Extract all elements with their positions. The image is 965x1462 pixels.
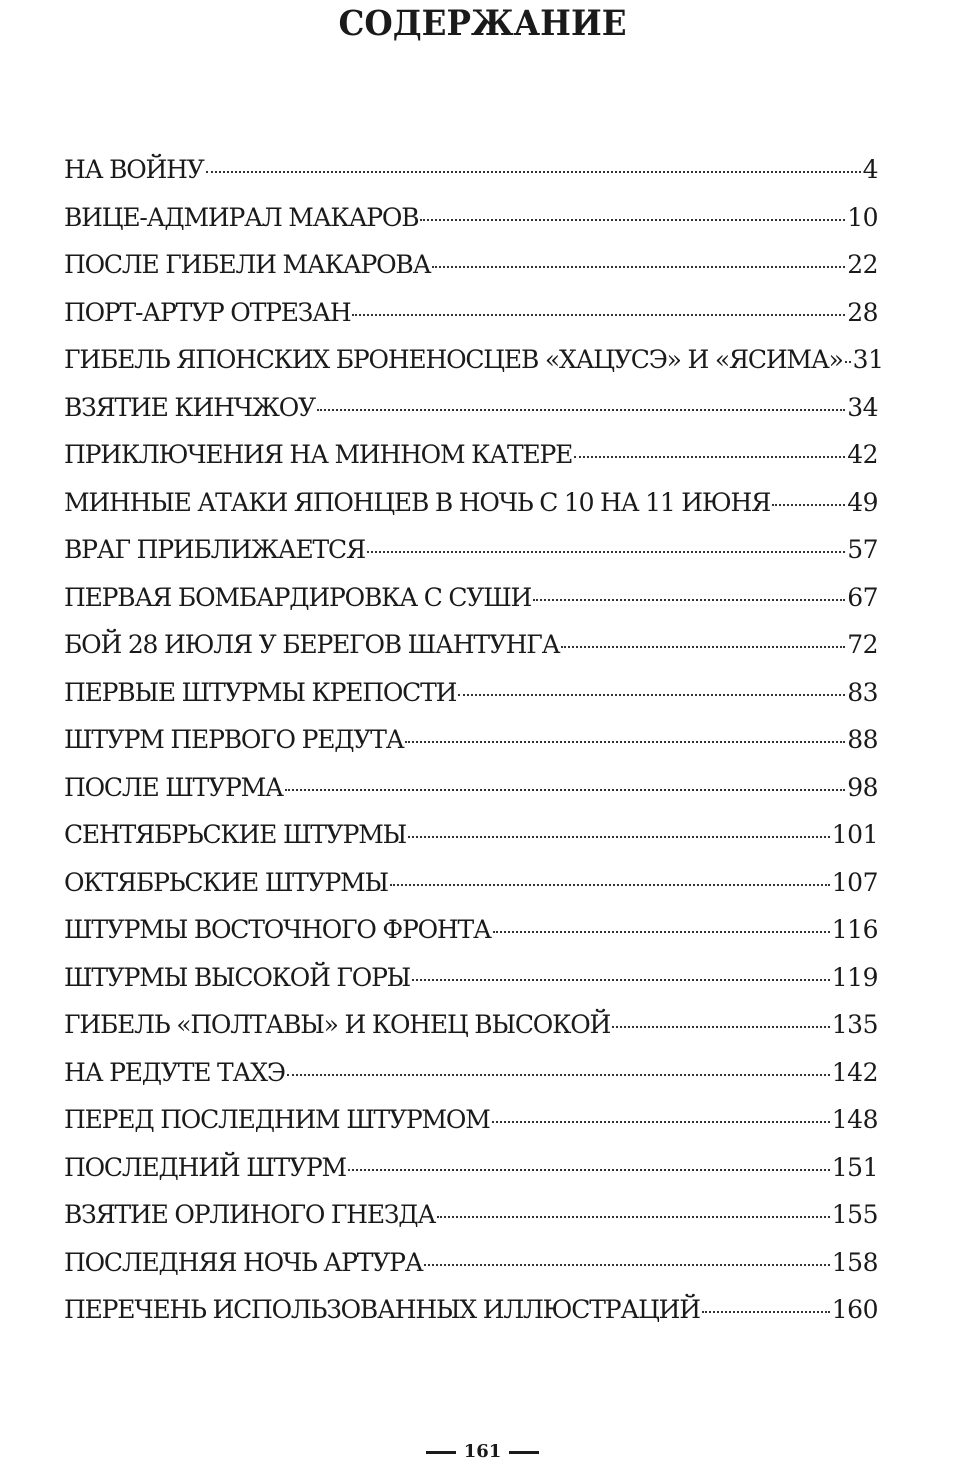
toc-entry-title: ПЕРВАЯ БОМБАРДИРОВКА С СУШИ [64,582,532,612]
toc-entry-page-number: 88 [847,725,878,754]
toc-dot-leader [845,353,851,363]
toc-entry[interactable] [64,1001,878,1049]
toc-entry[interactable] [64,289,878,337]
toc-dot-leader [493,923,830,933]
toc-entry-title: ПЕРВЫЕ ШТУРМЫ КРЕПОСТИ [64,677,457,707]
toc-entry[interactable] [64,336,884,384]
toc-entry-page-number: 28 [847,297,878,327]
toc-dot-leader [287,1066,830,1076]
toc-entry-title: ПОСЛЕ ГИБЕЛИ МАКАРОВА [64,250,431,279]
page-number: 161 [463,1441,502,1462]
toc-entry-title: НА ВОЙНУ [64,155,204,184]
toc-dot-leader [408,828,830,838]
toc-entry-title: БОЙ 28 ИЮЛЯ У БЕРЕГОВ ШАНТУНГА [64,630,560,659]
toc-entry[interactable] [64,954,878,1002]
toc-entry[interactable] [64,669,878,717]
toc-dot-leader [772,496,845,506]
toc-entry-title: ГИБЕЛЬ ЯПОНСКИХ БРОНЕНОСЦЕВ «ХАЦУСЭ» И «ЯСИМА» [64,345,843,374]
toc-entry-title: НА РЕДУТЕ ТАХЭ [64,1057,285,1087]
toc-dot-leader [492,1113,830,1123]
toc-dot-leader [702,1303,830,1313]
toc-dot-leader [352,306,845,316]
toc-entry-page-number: 148 [831,1105,878,1134]
toc-entry-page-number: 22 [847,250,878,279]
footer-dash-right [509,1451,539,1454]
toc-dot-leader [348,1161,830,1171]
toc-dot-leader [424,1256,829,1266]
toc-dot-leader [574,448,845,458]
toc-entry[interactable] [64,1049,878,1097]
toc-entry[interactable] [64,764,878,812]
toc-dot-leader [285,781,845,791]
toc-entry-title: ПЕРЕЧЕНЬ ИСПОЛЬЗОВАННЫХ ИЛЛЮСТРАЦИЙ [64,1295,700,1324]
toc-entry[interactable] [64,1239,878,1287]
toc-entry[interactable] [64,479,878,527]
toc-entry[interactable] [64,621,878,669]
toc-entry-title: ШТУРМЫ ВОСТОЧНОГО ФРОНТА [64,915,491,944]
toc-entry-page-number: 119 [831,962,878,992]
toc-dot-leader [317,401,845,411]
toc-entry-page-number: 151 [831,1152,878,1182]
toc-entry-title: ВРАГ ПРИБЛИЖАЕТСЯ [64,535,365,564]
toc-entry[interactable] [64,574,878,622]
toc-entry-page-number: 155 [831,1200,878,1229]
toc-entry-page-number: 42 [847,440,878,469]
toc-entry[interactable] [64,194,878,242]
toc-entry-title: ВЗЯТИЕ ОРЛИНОГО ГНЕЗДА [64,1200,436,1229]
toc-entry-title: СЕНТЯБРЬСКИЕ ШТУРМЫ [64,820,407,849]
toc-dot-leader [367,543,845,553]
toc-entry-title: ШТУРМЫ ВЫСОКОЙ ГОРЫ [64,962,411,992]
toc-entry-title: ПРИКЛЮЧЕНИЯ НА МИННОМ КАТЕРЕ [64,440,573,469]
toc-entry[interactable] [64,431,878,479]
toc-dot-leader [561,638,845,648]
toc-entry[interactable] [64,859,878,907]
toc-dot-leader [432,258,845,268]
toc-dot-leader [533,591,845,601]
toc-entry[interactable] [64,1286,878,1334]
toc-entry-title: ПОСЛЕДНИЙ ШТУРМ [64,1152,346,1182]
toc-entry-page-number: 158 [831,1247,878,1277]
toc-dot-leader [412,971,830,981]
toc-entry[interactable] [64,811,878,859]
toc-entry-title: ОКТЯБРЬСКИЕ ШТУРМЫ [64,867,388,897]
toc-entry[interactable] [64,1144,878,1192]
toc-entry-page-number: 98 [847,772,878,802]
toc-entry-title: ШТУРМ ПЕРВОГО РЕДУТА [64,725,404,754]
toc-entry-page-number: 31 [852,345,884,374]
toc-entry-page-number: 160 [831,1295,878,1324]
toc-entry-page-number: 10 [847,202,878,232]
toc-entry-page-number: 57 [847,535,878,564]
toc-entry-title: ГИБЕЛЬ «ПОЛТАВЫ» И КОНЕЦ ВЫСОКОЙ [64,1010,611,1039]
page-title: СОДЕРЖАНИЕ [338,3,627,44]
toc-entry-page-number: 116 [831,915,878,944]
toc-entry-title: ПОСЛЕ ШТУРМА [64,772,283,802]
toc-dot-leader [390,876,830,886]
toc-entry-title: ПЕРЕД ПОСЛЕДНИМ ШТУРМОМ [64,1105,490,1134]
toc-entry-page-number: 72 [847,630,878,659]
footer-dash-left [426,1451,456,1454]
toc-entry[interactable] [64,241,878,289]
toc-entry[interactable] [64,716,878,764]
table-of-contents [64,146,884,1334]
toc-dot-leader [420,211,845,221]
toc-entry[interactable] [64,906,878,954]
toc-entry-title: МИННЫЕ АТАКИ ЯПОНЦЕВ В НОЧЬ С 10 НА 11 ИЮНЯ [64,487,771,517]
page-footer [0,1442,965,1462]
toc-entry-page-number: 101 [831,820,878,849]
toc-entry-page-number: 49 [847,487,878,517]
toc-entry[interactable] [64,1096,878,1144]
toc-entry[interactable] [64,1191,878,1239]
toc-entry[interactable] [64,146,878,194]
toc-entry-page-number: 34 [847,392,878,422]
toc-entry-page-number: 83 [847,677,878,707]
toc-dot-leader [437,1208,830,1218]
toc-dot-leader [612,1018,830,1028]
toc-entry-title: ПОСЛЕДНЯЯ НОЧЬ АРТУРА [64,1247,423,1277]
toc-entry[interactable] [64,526,878,574]
toc-dot-leader [458,686,845,696]
toc-entry-title: ПОРТ-АРТУР ОТРЕЗАН [64,297,351,327]
toc-entry-title: ВИЦЕ-АДМИРАЛ МАКАРОВ [64,202,419,232]
toc-entry-page-number: 67 [847,582,878,612]
toc-entry[interactable] [64,384,878,432]
toc-entry-page-number: 135 [831,1010,878,1039]
toc-entry-page-number: 107 [831,867,878,897]
toc-entry-page-number: 142 [831,1057,878,1087]
toc-dot-leader [405,733,845,743]
toc-entry-title: ВЗЯТИЕ КИНЧЖОУ [64,392,315,422]
toc-dot-leader [206,163,861,173]
toc-entry-page-number: 4 [862,155,878,184]
